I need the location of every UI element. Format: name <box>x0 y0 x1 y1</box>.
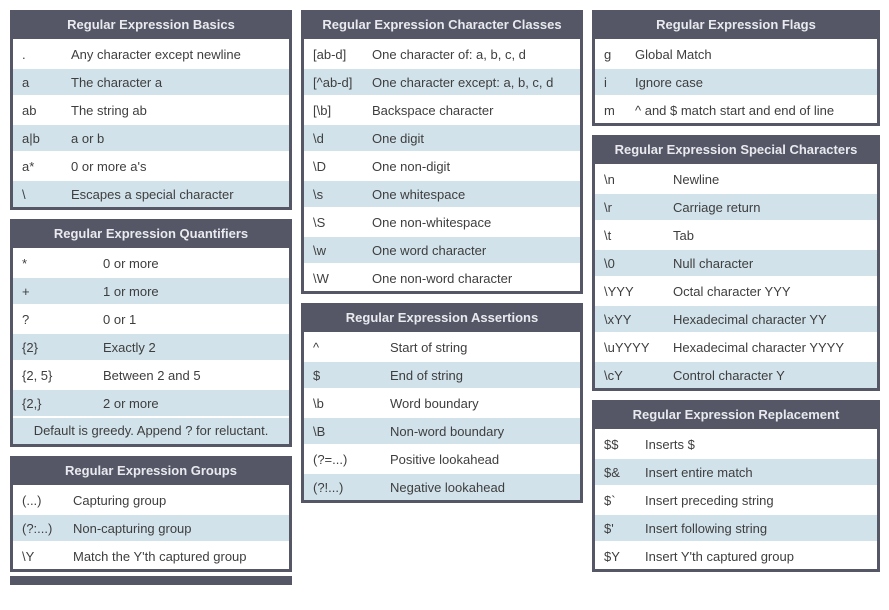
row-description: Non-capturing group <box>73 520 192 536</box>
row-symbol: \t <box>604 227 612 243</box>
table-row <box>595 192 877 220</box>
row-symbol: (?!...) <box>313 479 344 495</box>
row-symbol: g <box>604 46 612 62</box>
row-symbol: \ <box>22 186 26 202</box>
cutoff-table-header-bar <box>10 576 292 585</box>
row-description: 2 or more <box>103 395 159 411</box>
table-row <box>595 485 877 513</box>
row-symbol: \w <box>313 242 326 258</box>
row-symbol: \S <box>313 214 326 230</box>
row-symbol: $& <box>604 464 620 480</box>
row-description: Tab <box>673 227 694 243</box>
row-symbol: \r <box>604 199 612 215</box>
row-symbol: {2} <box>22 339 38 355</box>
table-row <box>304 39 580 67</box>
row-description: The string ab <box>71 102 147 118</box>
row-description: One non-digit <box>372 158 451 174</box>
row-description: Control character Y <box>673 367 785 383</box>
row-symbol: ab <box>22 102 37 118</box>
row-symbol: \s <box>313 186 324 202</box>
row-symbol: $ <box>313 367 321 383</box>
table-row <box>304 263 580 291</box>
row-description: One character except: a, b, c, d <box>372 74 554 90</box>
table-row <box>13 67 289 95</box>
row-symbol: \xYY <box>604 311 632 327</box>
table-row <box>595 39 877 67</box>
row-symbol: \B <box>313 423 326 439</box>
table-row <box>595 429 877 457</box>
table-row <box>304 123 580 151</box>
row-symbol: \W <box>313 270 329 286</box>
row-symbol: i <box>604 74 607 90</box>
table-row <box>595 248 877 276</box>
row-symbol: $$ <box>604 436 619 452</box>
row-description: 0 or more <box>103 255 159 271</box>
table-title-assertions: Regular Expression Assertions <box>304 306 580 332</box>
column-middle <box>301 10 583 503</box>
row-symbol: \d <box>313 130 324 146</box>
row-symbol: \uYYYY <box>604 339 650 355</box>
row-description: Word boundary <box>390 395 479 411</box>
row-symbol: [^ab-d] <box>313 74 353 90</box>
row-description: Capturing group <box>73 492 167 508</box>
table-row <box>595 164 877 192</box>
row-description: Octal character YYY <box>673 283 791 299</box>
table-row <box>595 304 877 332</box>
table-row <box>595 541 877 569</box>
row-description: Escapes a special character <box>71 186 234 202</box>
table-row <box>595 457 877 485</box>
table-row <box>595 67 877 95</box>
row-symbol: $' <box>604 520 614 536</box>
row-description: Global Match <box>635 46 712 62</box>
row-symbol: ? <box>22 311 30 327</box>
row-description: The character a <box>71 74 163 90</box>
row-symbol: (?=...) <box>313 451 348 467</box>
table-special-characters <box>592 135 880 391</box>
row-description: Insert Y'th captured group <box>645 548 794 564</box>
row-description: 0 or more a's <box>71 158 147 174</box>
table-title-basics: Regular Expression Basics <box>13 13 289 39</box>
table-row <box>595 220 877 248</box>
row-description: Start of string <box>390 339 468 355</box>
row-symbol: a|b <box>22 130 40 146</box>
row-symbol: \D <box>313 158 326 174</box>
row-symbol: \0 <box>604 255 615 271</box>
table-flags <box>592 10 880 126</box>
row-description: Carriage return <box>673 199 761 215</box>
table-row <box>595 332 877 360</box>
row-symbol: [ab-d] <box>313 46 347 62</box>
table-row <box>13 179 289 207</box>
table-row <box>13 541 289 569</box>
row-symbol: \cY <box>604 367 623 383</box>
table-row <box>595 276 877 304</box>
table-row <box>595 95 877 123</box>
row-symbol: m <box>604 102 615 118</box>
row-description: Backspace character <box>372 102 494 118</box>
table-row <box>304 207 580 235</box>
table-row <box>304 444 580 472</box>
row-description: One non-word character <box>372 270 513 286</box>
row-symbol: \b <box>313 395 324 411</box>
table-title-replacement: Regular Expression Replacement <box>595 403 877 429</box>
table-title-flags: Regular Expression Flags <box>595 13 877 39</box>
table-row <box>304 332 580 360</box>
row-description: Hexadecimal character YY <box>673 311 827 327</box>
row-symbol: $` <box>604 492 616 508</box>
table-row <box>595 360 877 388</box>
row-symbol: . <box>22 46 26 62</box>
row-symbol: {2, 5} <box>22 367 53 383</box>
table-row <box>13 485 289 513</box>
table-basics <box>10 10 292 210</box>
table-row <box>304 179 580 207</box>
table-title-quantifiers: Regular Expression Quantifiers <box>13 222 289 248</box>
row-symbol: {2,} <box>22 395 42 411</box>
row-description: One whitespace <box>372 186 466 202</box>
table-row <box>13 332 289 360</box>
row-description: 1 or more <box>103 283 159 299</box>
row-description: One character of: a, b, c, d <box>372 46 526 62</box>
table-title-special-characters: Regular Expression Special Characters <box>595 138 877 164</box>
row-description: Non-word boundary <box>390 423 505 439</box>
row-description: One non-whitespace <box>372 214 492 230</box>
row-symbol: (...) <box>22 492 42 508</box>
row-symbol: a* <box>22 158 35 174</box>
table-row <box>304 67 580 95</box>
row-symbol: \Y <box>22 548 35 564</box>
table-row <box>595 513 877 541</box>
table-character-classes <box>301 10 583 294</box>
table-row <box>304 388 580 416</box>
row-description: Ignore case <box>635 74 703 90</box>
row-description: One word character <box>372 242 487 258</box>
row-symbol: * <box>22 255 28 271</box>
row-symbol: ^ <box>313 339 320 355</box>
table-row <box>13 151 289 179</box>
row-description: Insert entire match <box>645 464 753 480</box>
table-row <box>304 151 580 179</box>
row-symbol: $Y <box>604 548 620 564</box>
table-quantifiers <box>10 219 292 447</box>
table-row <box>13 360 289 388</box>
row-description: Any character except newline <box>71 46 241 62</box>
table-row <box>13 304 289 332</box>
row-description: Exactly 2 <box>103 339 156 355</box>
table-row <box>13 123 289 151</box>
row-description: One digit <box>372 130 425 146</box>
row-description: Positive lookahead <box>390 451 500 467</box>
row-description: End of string <box>390 367 463 383</box>
table-footer-note: Default is greedy. Append ? for reluctant. <box>13 416 289 444</box>
row-symbol: a <box>22 74 30 90</box>
row-description: Null character <box>673 255 754 271</box>
table-row <box>304 472 580 500</box>
column-right <box>592 10 880 572</box>
row-description: ^ and $ match start and end of line <box>635 102 835 118</box>
table-groups <box>10 456 292 572</box>
table-replacement <box>592 400 880 572</box>
table-row <box>13 39 289 67</box>
table-title-character-classes: Regular Expression Character Classes <box>304 13 580 39</box>
table-row <box>13 248 289 276</box>
table-assertions <box>301 303 583 503</box>
column-left <box>10 10 292 585</box>
table-row <box>304 235 580 263</box>
row-description: Inserts $ <box>645 436 695 452</box>
table-row <box>13 388 289 416</box>
table-row <box>13 513 289 541</box>
row-symbol: (?:...) <box>22 520 53 536</box>
table-row <box>304 95 580 123</box>
row-description: Negative lookahead <box>390 479 505 495</box>
table-row <box>304 360 580 388</box>
table-title-groups: Regular Expression Groups <box>13 459 289 485</box>
row-description: a or b <box>71 130 105 146</box>
row-symbol: [\b] <box>313 102 332 118</box>
row-symbol: \n <box>604 171 615 187</box>
table-row <box>13 95 289 123</box>
row-description: 0 or 1 <box>103 311 137 327</box>
row-description: Insert following string <box>645 520 768 536</box>
row-description: Newline <box>673 171 720 187</box>
row-description: Hexadecimal character YYYY <box>673 339 845 355</box>
row-description: Match the Y'th captured group <box>73 548 247 564</box>
row-description: Between 2 and 5 <box>103 367 201 383</box>
row-symbol: \YYY <box>604 283 634 299</box>
table-row <box>13 276 289 304</box>
row-symbol: + <box>22 283 30 299</box>
row-description: Insert preceding string <box>645 492 774 508</box>
table-row <box>304 416 580 444</box>
